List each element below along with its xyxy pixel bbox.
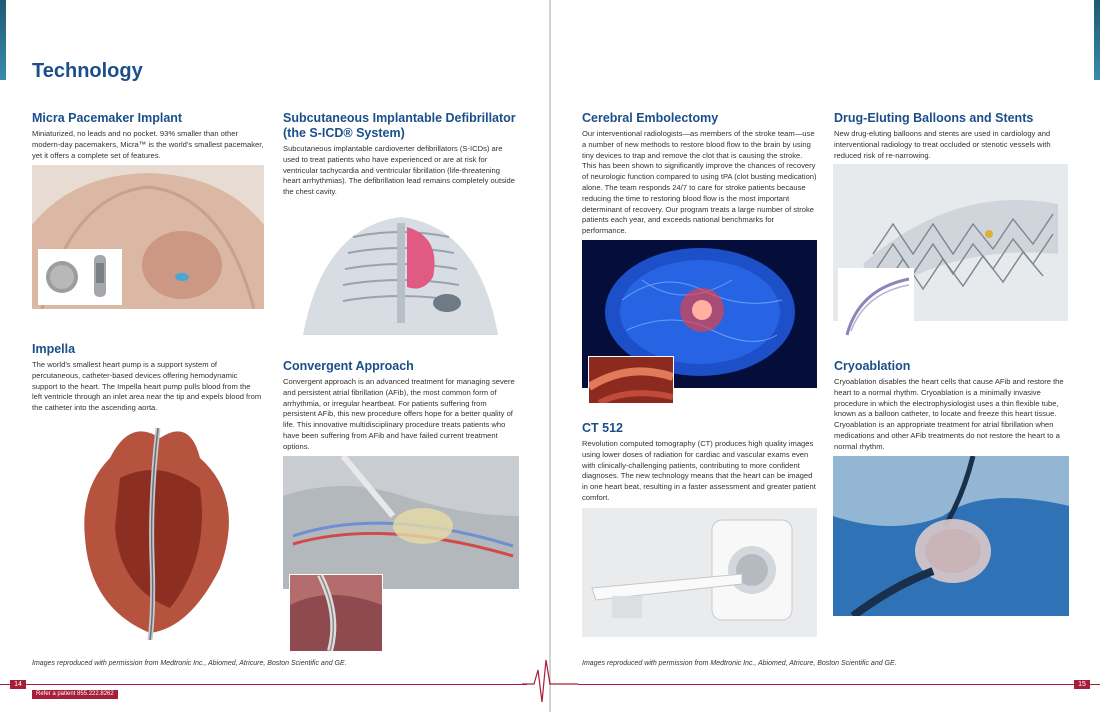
page-number-right: 15 (1074, 680, 1090, 689)
impella-heading: Impella (32, 342, 76, 356)
drug-body: New drug-eluting balloons and stents are used in cardiology and interventional radiology to treat occluded or stenotic vessels with reduced risk of re-narrowing. (834, 129, 1051, 160)
image-credit-left: Images reproduced with permission from Medtronic Inc., Abiomed, Atricure, Boston Scientific and GE. (32, 660, 347, 667)
section-drug-eluting (834, 111, 1070, 161)
section-micra (32, 111, 264, 161)
cryo-body: Cryoablation disables the heart cells that cause AFib and restore the heart to a normal rhythm. Cryoablation is a minimally invasive procedure in which the electrophysiologist uses a thin flexible tube, known as a balloon catheter, to locate and freeze this heart tissue. Cryoablation is an appropriate treatment for atrial fibrillation when medications and other AFib treatments do not restore the heart to a normal rhythm. (834, 377, 1064, 451)
cryo-heading: Cryoablation (834, 359, 911, 373)
sicd-image (283, 197, 518, 335)
footer-line-right (578, 684, 1100, 685)
heartbeat-line (522, 640, 578, 712)
right-edge-tab (1094, 0, 1100, 80)
sicd-body: Subcutaneous implantable cardioverter defibrillators (S-ICDs) are used to treat patients who have experienced or are at risk for ventricular tachycardia and ventricular fibrillation (life-threatening heart arrhythmias). The defibrillation lead remains completely outside the chest cavity. (283, 144, 516, 197)
micra-pacemaker-image (32, 165, 264, 309)
section-ct512 (582, 421, 817, 504)
cerebral-body: Our interventional radiologists—as members of the stroke team—use a number of new methods to restore blood flow to the brain by using tiny devices to trap and remove the clot that is causing the stroke. This has been shown to significantly improve the chances of recovery of neurologic function compared to using tPA (clot busting medication) alone. The team responds 24/7 to care for stroke patients because reducing the time to restoring blood flow is the most important determinant of recovery. Our program treats a large number of stroke patients each year, and exceeds national benchmarks for performance. (582, 129, 817, 236)
refer-patient-banner: Refer a patient 855.222.8262 (32, 690, 118, 699)
ct-body: Revolution computed tomography (CT) produces high quality images using lower doses of radiation for cardiac and vascular exams even with clinically-challenging patients, contributing to more confident diagnoses. The new technology means that the heart can be imaged in one heart beat, resulting in a faster assessment and greater patient comfort. (582, 439, 816, 502)
drug-heading: Drug-Eluting Balloons and Stents (834, 111, 1034, 125)
ct-scanner-image (582, 508, 817, 637)
section-cryoablation (834, 359, 1070, 453)
cerebral-heading: Cerebral Embolectomy (582, 111, 719, 125)
section-cerebral (582, 111, 817, 237)
brain-inset-image (588, 356, 674, 404)
page-number-left: 14 (10, 680, 26, 689)
convergent-procedure-image (283, 456, 519, 589)
left-edge-tab (0, 0, 6, 80)
convergent-heading: Convergent Approach (283, 359, 414, 373)
section-impella (32, 342, 262, 414)
image-credit-right: Images reproduced with permission from Medtronic Inc., Abiomed, Atricure, Boston Scientific and GE. (582, 660, 897, 667)
page-title: Technology (32, 60, 143, 82)
micra-body: Miniaturized, no leads and no pocket. 93% smaller than other modern-day pacemakers, Micra™ is the world's smallest pacemaker, yet it offers a complete set of features. (32, 129, 264, 160)
impella-heart-image (70, 418, 250, 640)
convergent-body: Convergent approach is an advanced treatment for managing severe and persistent atrial fibrillation (AFib), the most common form of arrhythmia, or irregular heartbeat. For patients suffering from persistent AFib, this new procedure offers hope for a better quality of life. This innovative multidisciplinary procedure treats patients who have been suffering from AFib and have failed current treatment options. (283, 377, 515, 451)
ct-heading: CT 512 (582, 421, 623, 435)
stent-inset-image (838, 268, 914, 342)
section-sicd (283, 111, 518, 198)
footer-line-left (0, 684, 527, 685)
page-gutter (549, 0, 551, 712)
cryoballoon-image (833, 456, 1069, 616)
convergent-inset-image (289, 574, 383, 652)
sicd-heading: Subcutaneous Implantable Defibrillator (the S-ICD® System) (283, 111, 516, 140)
micra-heading: Micra Pacemaker Implant (32, 111, 183, 125)
impella-body: The world's smallest heart pump is a support system of percutaneous, catheter-based devices offering hemodynamic support to the heart. The Impella heart pump pulls blood from the left ventricle through an inlet area near the tip and expels blood from the catheter into the ascending aorta. (32, 360, 262, 413)
section-convergent (283, 359, 520, 453)
